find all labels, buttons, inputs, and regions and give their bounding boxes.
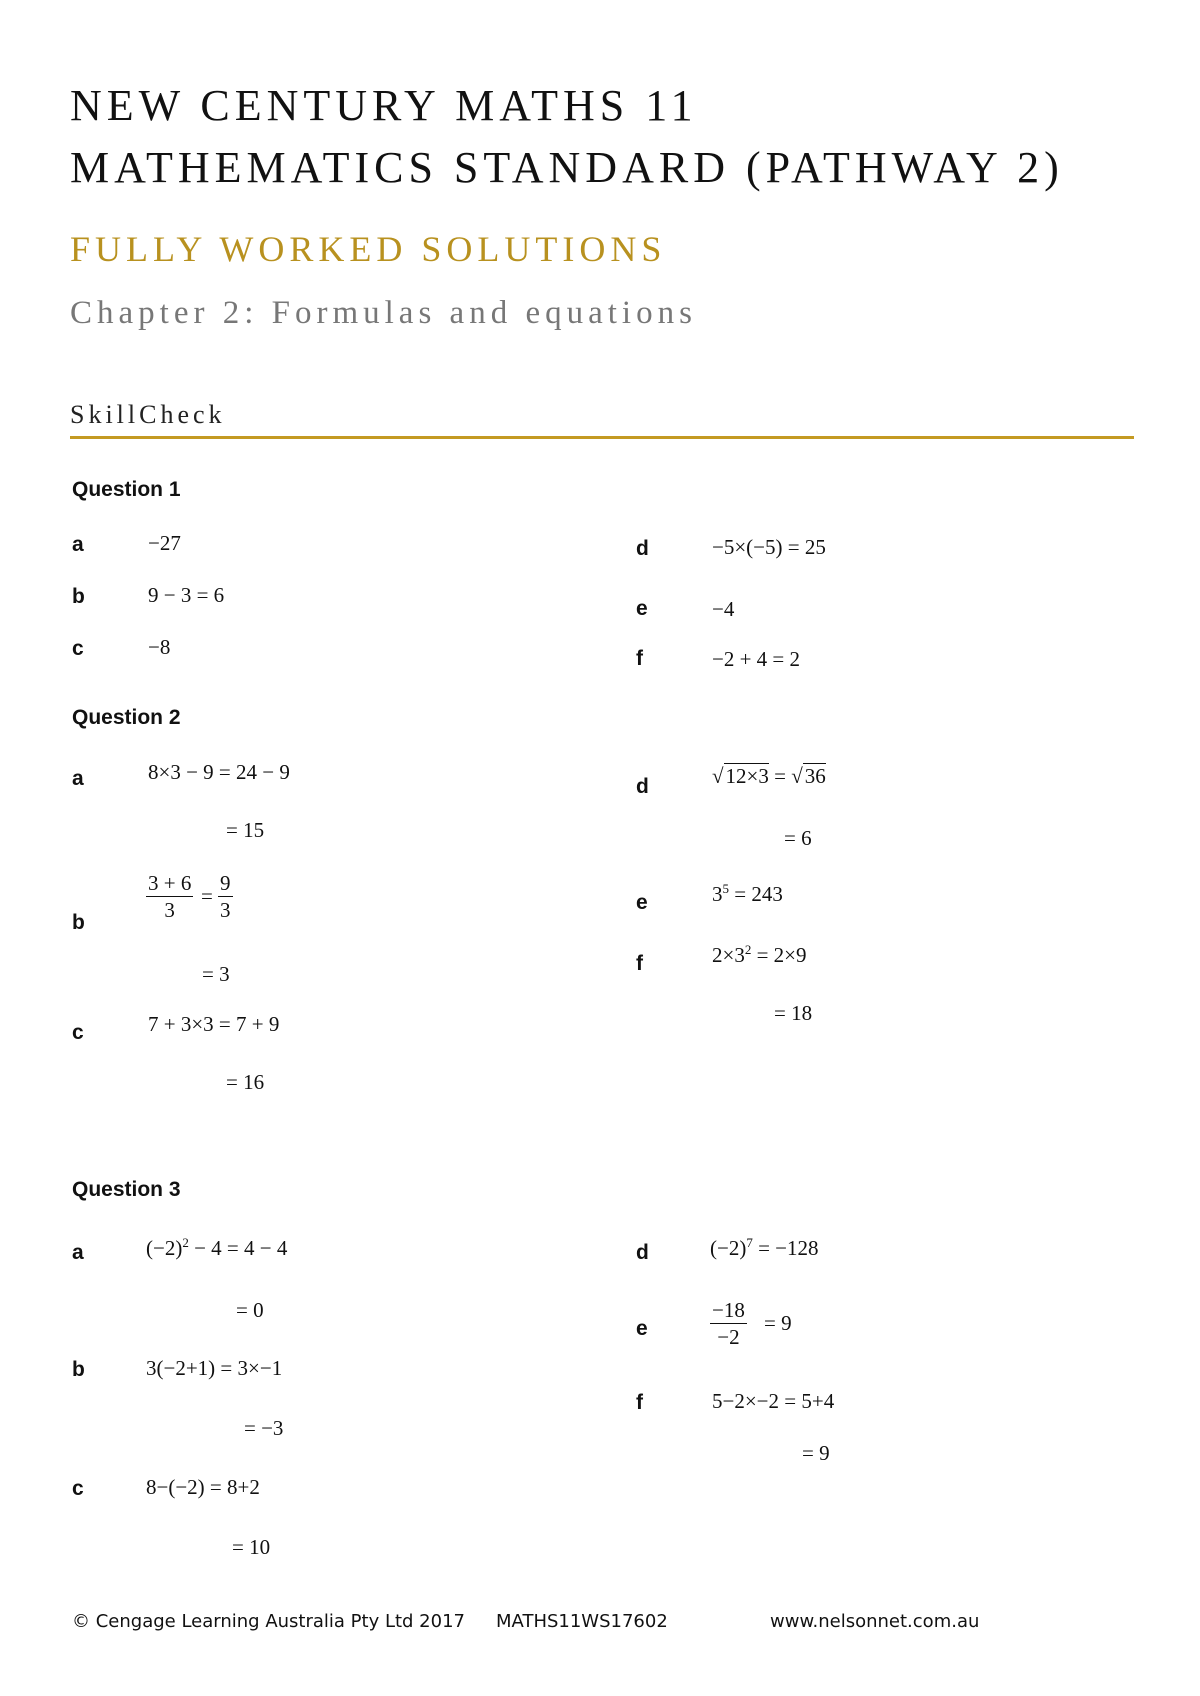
q3-e-numerator: −18 <box>712 1298 745 1322</box>
q3-c-line-2: = 10 <box>232 1535 271 1559</box>
q3-a-base: (−2) <box>146 1236 183 1260</box>
sqrt-symbol-1: √ <box>712 764 724 788</box>
q3-d-result: = −128 <box>752 1236 819 1260</box>
q3-e-label: e <box>636 1317 648 1340</box>
section-title: SkillCheck <box>70 400 226 429</box>
q1-b-label: b <box>72 585 85 608</box>
q3-c-line-1: 8−(−2) = 8+2 <box>146 1475 260 1499</box>
q3-a-line-1 <box>146 1236 287 1261</box>
title-line-1: NEW CENTURY MATHS 11 <box>70 81 698 130</box>
q2-b-denominator-2: 3 <box>220 898 231 922</box>
q2-e-base: 3 <box>712 882 723 906</box>
q2-a-label: a <box>72 767 84 790</box>
q1-e-label: e <box>636 597 648 620</box>
footer-url[interactable]: www.nelsonnet.com.au <box>770 1611 980 1632</box>
q2-f-line-2: = 18 <box>774 1001 813 1025</box>
q3-a-line-2: = 0 <box>236 1298 264 1322</box>
q3-d-label: d <box>636 1241 649 1264</box>
q3-d-base: (−2) <box>710 1236 747 1260</box>
section-divider <box>70 436 1134 439</box>
q2-b-denominator-1: 3 <box>164 898 175 922</box>
q2-c-line-2: = 16 <box>226 1070 265 1094</box>
q3-e-fraction <box>710 1297 747 1350</box>
question-3-heading: Question 3 <box>72 1178 181 1201</box>
q2-c-label: c <box>72 1021 84 1044</box>
q2-d-radicand-2: 36 <box>804 764 826 788</box>
q3-c-label: c <box>72 1477 84 1500</box>
footer-code: MATHS11WS17602 <box>496 1611 668 1632</box>
q2-e-label: e <box>636 891 648 914</box>
q3-e-result: = 9 <box>764 1311 792 1335</box>
q2-f-exponent: 2 <box>744 942 752 957</box>
q1-e-answer: −4 <box>712 597 735 621</box>
q3-a-label: a <box>72 1241 84 1264</box>
q2-c-line-1: 7 + 3×3 = 7 + 9 <box>148 1012 280 1036</box>
q2-f-line-1 <box>712 943 807 968</box>
q2-b-numerator-1: 3 + 6 <box>148 871 192 895</box>
q2-b-fraction-1 <box>146 870 193 923</box>
q1-f-answer: −2 + 4 = 2 <box>712 647 801 671</box>
q2-e-exponent: 5 <box>722 881 729 896</box>
q2-f-result: = 2×9 <box>751 943 807 967</box>
q2-e-answer <box>712 882 783 907</box>
q3-f-line-2: = 9 <box>802 1441 830 1465</box>
q3-d-exponent: 7 <box>746 1235 753 1250</box>
q1-c-label: c <box>72 637 84 660</box>
q3-f-line-1: 5−2×−2 = 5+4 <box>712 1389 835 1413</box>
q3-b-line-2: = −3 <box>244 1416 284 1440</box>
question-2-heading: Question 2 <box>72 706 181 729</box>
q3-a-result: − 4 = 4 − 4 <box>188 1236 288 1260</box>
q2-b-line-2: = 3 <box>202 962 230 986</box>
q3-a-exponent: 2 <box>182 1235 189 1250</box>
q2-d-line-2: = 6 <box>784 826 812 850</box>
q1-d-label: d <box>636 537 649 560</box>
footer-copyright: © Cengage Learning Australia Pty Ltd 2017 <box>72 1611 465 1632</box>
q2-f-label: f <box>636 952 643 975</box>
q1-c-answer: −8 <box>148 635 171 659</box>
q1-f-label: f <box>636 647 643 670</box>
q3-b-label: b <box>72 1358 85 1381</box>
q1-a-label: a <box>72 533 84 556</box>
q2-b-equals: = <box>201 884 213 908</box>
chapter-title: Chapter 2: Formulas and equations <box>70 295 697 331</box>
q2-b-fraction-2 <box>218 870 233 923</box>
subtitle: FULLY WORKED SOLUTIONS <box>70 229 667 269</box>
q2-a-line-1: 8×3 − 9 = 24 − 9 <box>148 760 290 784</box>
q1-d-answer: −5×(−5) = 25 <box>712 535 826 559</box>
q2-e-result: = 243 <box>729 882 783 906</box>
q2-d-label: d <box>636 775 649 798</box>
q2-b-label: b <box>72 911 85 934</box>
q2-f-base: 2×3 <box>712 943 745 967</box>
q3-d-answer <box>710 1236 819 1261</box>
q3-b-line-1: 3(−2+1) = 3×−1 <box>146 1356 283 1380</box>
q1-b-answer: 9 − 3 = 6 <box>148 583 225 607</box>
question-1-heading: Question 1 <box>72 478 181 501</box>
q2-a-line-2: = 15 <box>226 818 265 842</box>
q2-d-equals: = <box>774 764 786 788</box>
title-line-2: MATHEMATICS STANDARD (PATHWAY 2) <box>70 143 1064 192</box>
sqrt-symbol-2: √ <box>791 764 803 788</box>
q2-d-line-1 <box>712 764 826 789</box>
q2-b-numerator-2: 9 <box>220 871 231 895</box>
q3-f-label: f <box>636 1391 643 1414</box>
q3-e-denominator: −2 <box>717 1325 740 1349</box>
q1-a-answer: −27 <box>148 531 181 555</box>
q2-d-radicand-1: 12×3 <box>725 764 769 788</box>
